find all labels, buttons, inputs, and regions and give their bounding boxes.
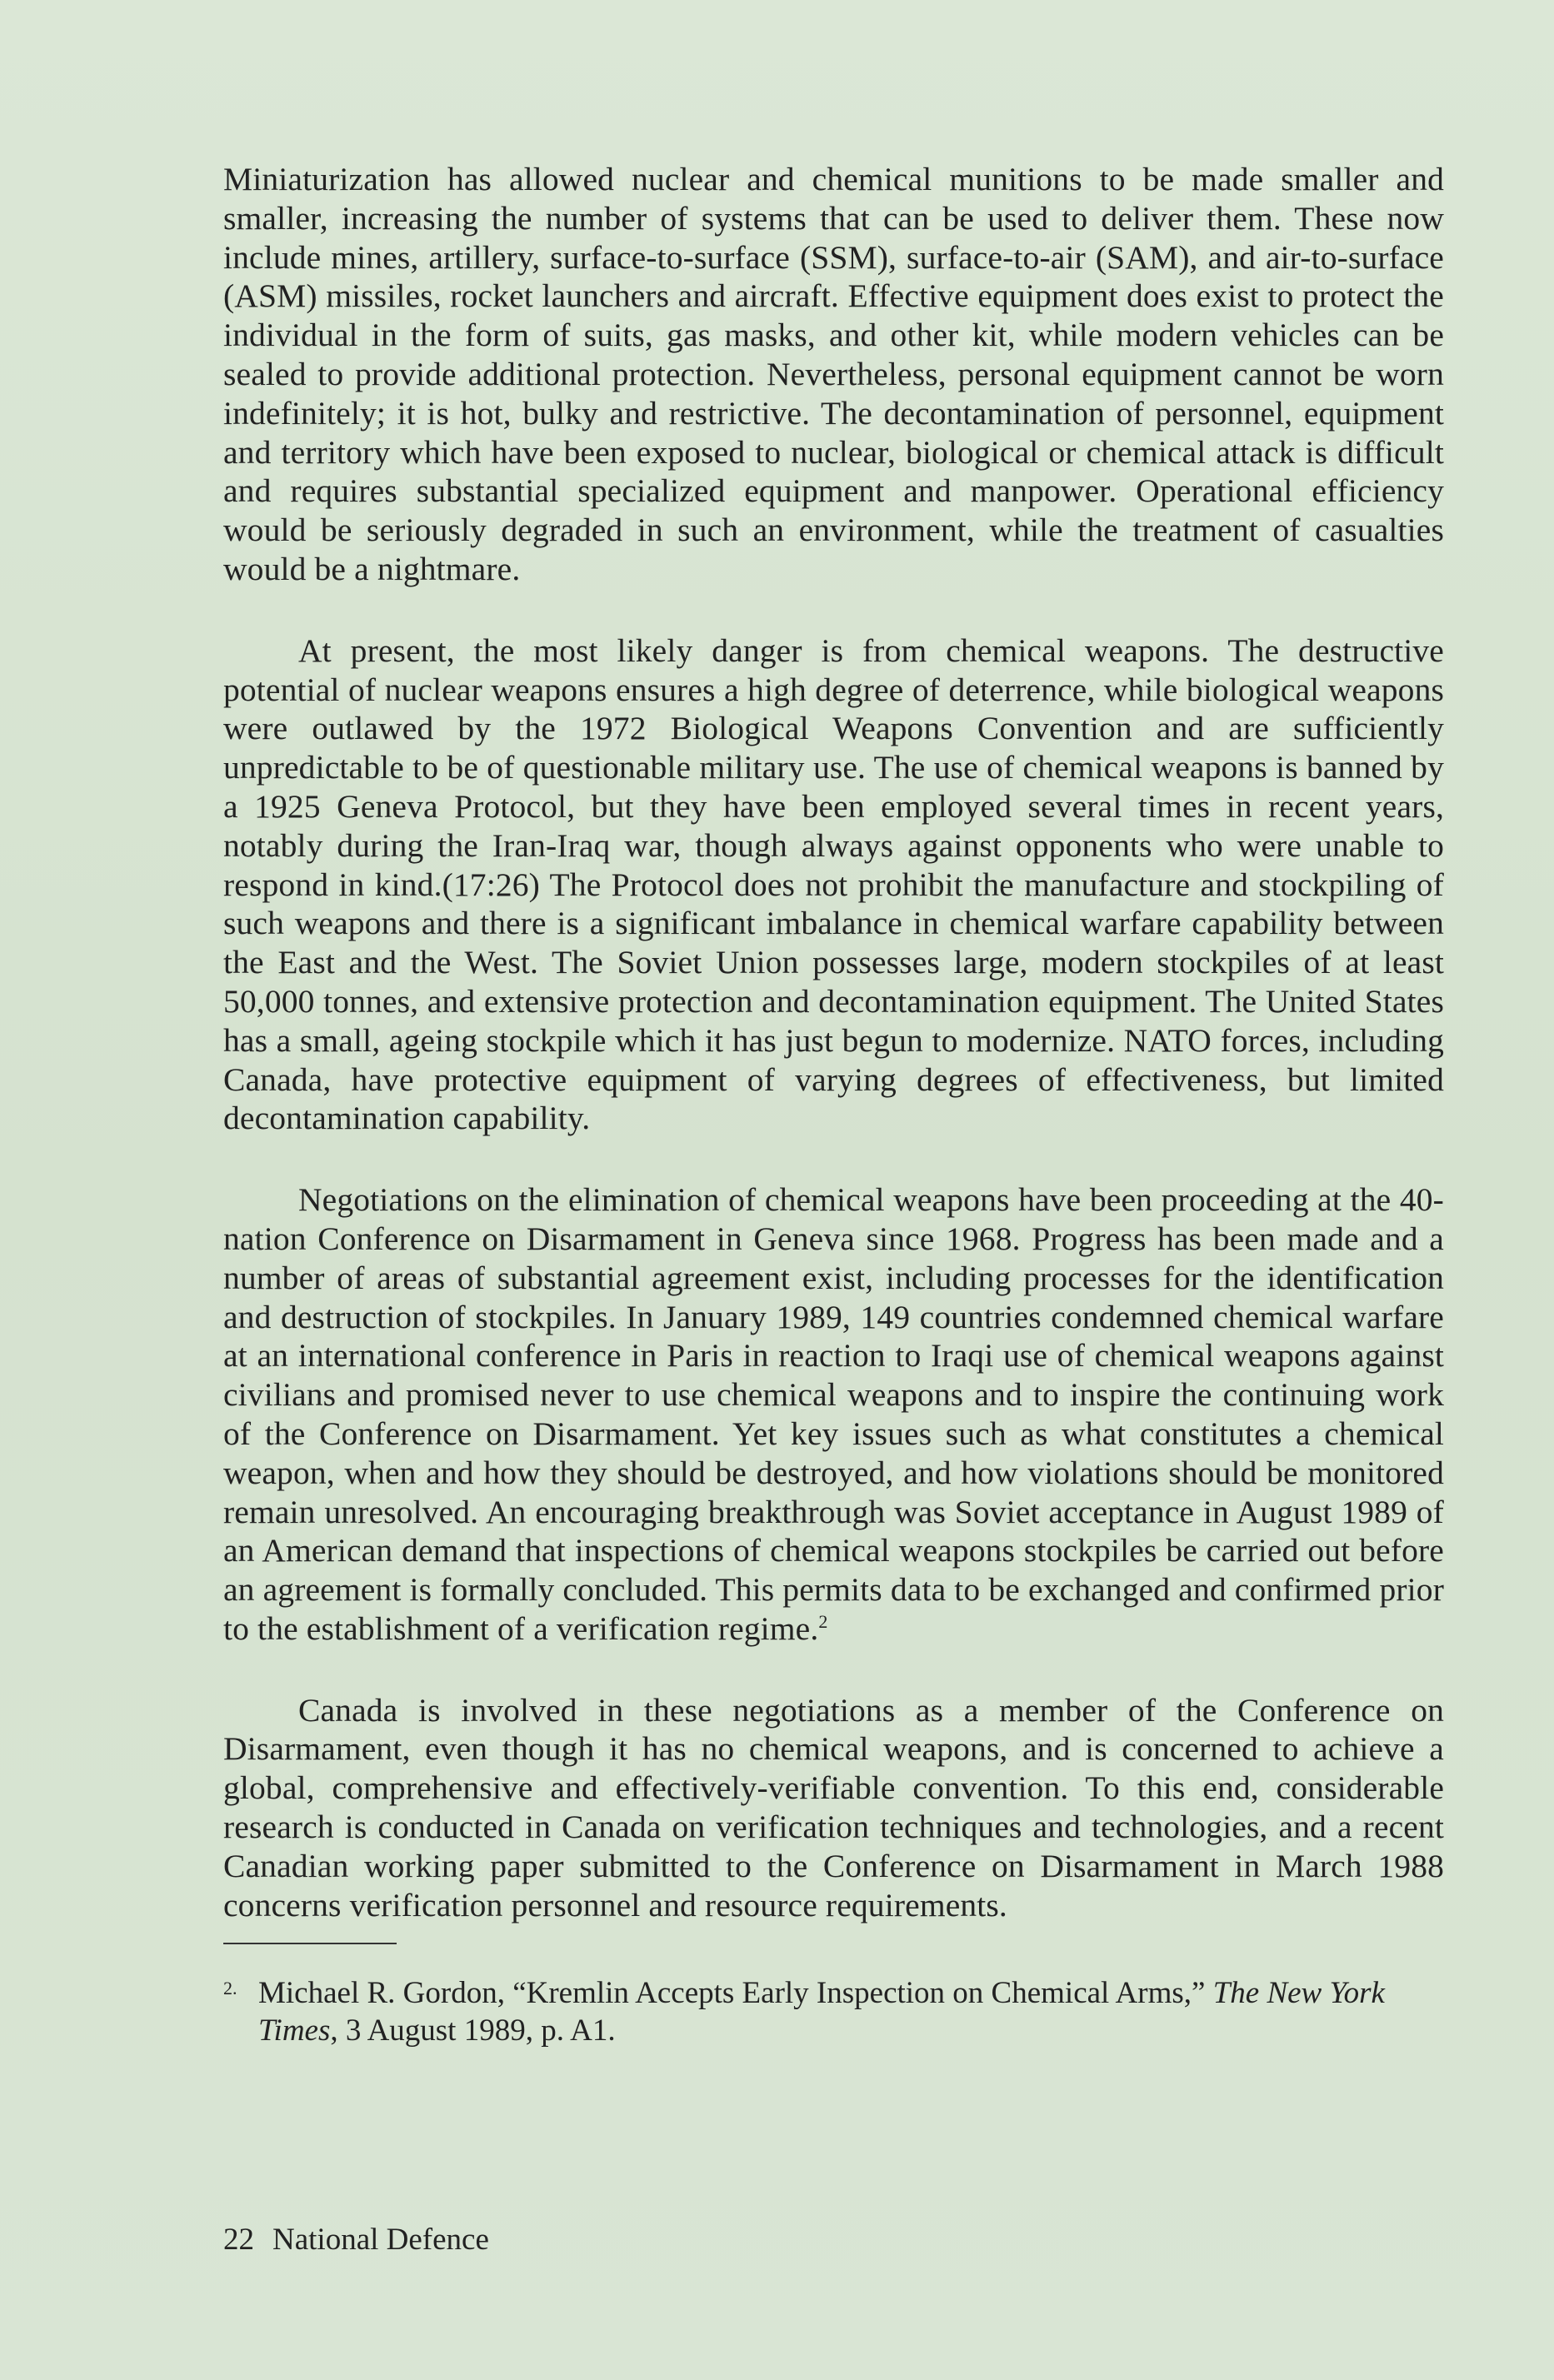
paragraph-negotiations-text: Negotiations on the elimination of chemical weapons have been proceeding at the 40-nation Conference on Disarmament in Geneva since 1968. Progress has been made and a number of areas of substantial agreement exist, including processes for the identification and destruction of stockpiles. In January 1989, 149 countries condemned chemical warfare at an international conference in Paris in reaction to Iraqi use of chemical weapons against civilians and promised never to use chemical weapons and to inspire the continuing work of the Conference on Disarmament. Yet key issues such as what constitutes a chemical weapon, when and how they should be destroyed, and how violations should be monitored remain unresolved. An encouraging breakthrough was Soviet acceptance in August 1989 of an American demand that inspections of chemical weapons stockpiles be carried out before an agreement is formally concluded. This permits data to be exchanged and confirmed prior to the establishment of a verification regime. [223, 1181, 1444, 1647]
footnote [223, 1974, 1444, 2049]
paragraph-miniaturization: Miniaturization has allowed nuclear and chemical munitions to be made smaller and smaller, increasing the number of systems that can be used to deliver them. These now include mines, artillery, surface-to-surface (SSM), surface-to-air (SAM), and air-to-surface (ASM) missiles, rocket launchers and aircraft. Effective equipment does exist to protect the individual in the form of suits, gas masks, and other kit, while modern vehicles can be sealed to provide additional protection. Nevertheless, personal equipment cannot be worn indefinitely; it is hot, bulky and restrictive. The decontamination of personnel, equipment and territory which have been exposed to nuclear, biological or chemical attack is difficult and requires substantial specialized equipment and manpower. Operational efficiency would be seriously degraded in such an environment, while the treatment of casualties would be a nightmare. [223, 161, 1444, 587]
footnote-mark: 2. [223, 1978, 237, 1999]
page-number: 22 [223, 2223, 254, 2257]
footnote-citation-tail: , 3 August 1989, p. A1. [330, 2013, 616, 2048]
paragraph-negotiations [223, 1180, 1444, 1649]
text-column [223, 160, 1444, 2049]
footnote-divider [223, 1943, 397, 1944]
paragraph-chemical-danger: At present, the most likely danger is from chemical weapons. The destructive potential of nuclear weapons ensures a high degree of deterrence, while biological weapons were outlawed by the 1972 Biological Weapons Convention and are sufficiently unpredictable to be of questionable military use. The use of chemical weapons is banned by a 1925 Geneva Protocol, but they have been employed several times in recent years, notably during the Iran-Iraq war, though always against opponents who were unable to respond in kind.(17:26) The Protocol does not prohibit the manufacture and stockpiling of such weapons and there is a significant imbalance in chemical warfare capability between the East and the West. The Soviet Union possesses large, modern stockpiles of at least 50,000 tonnes, and extensive protection and decontamination equipment. The United States has a small, ageing stockpile which it has just begun to modernize. NATO forces, including Canada, have protective equipment of varying degrees of effectiveness, but limited decontamination capability. [223, 631, 1444, 1137]
publication-name: National Defence [272, 2223, 489, 2257]
paragraph-gap [223, 1138, 1444, 1180]
footnote-text: Michael R. Gordon, “Kremlin Accepts Early Inspection on Chemical Arms,” [258, 1976, 1213, 2011]
paragraph-gap [223, 1649, 1444, 1691]
paragraph-gap [223, 589, 1444, 631]
paragraph-canada: Canada is involved in these negotiations as a member of the Conference on Disarmament, even though it has no chemical weapons, and is concerned to achieve a global, comprehensive and effectively-verifiable convention. To this end, considerable research is conducted in Canada on verification techniques and technologies, and a recent Canadian working paper submitted to the Conference on Disarmament in March 1988 concerns verification personnel and resource requirements. [223, 1691, 1444, 1923]
footnote-publication-title: The New York Times [258, 1976, 1385, 2048]
page-footer [223, 2221, 507, 2258]
footnote-reference[interactable]: 2 [818, 1610, 828, 1632]
